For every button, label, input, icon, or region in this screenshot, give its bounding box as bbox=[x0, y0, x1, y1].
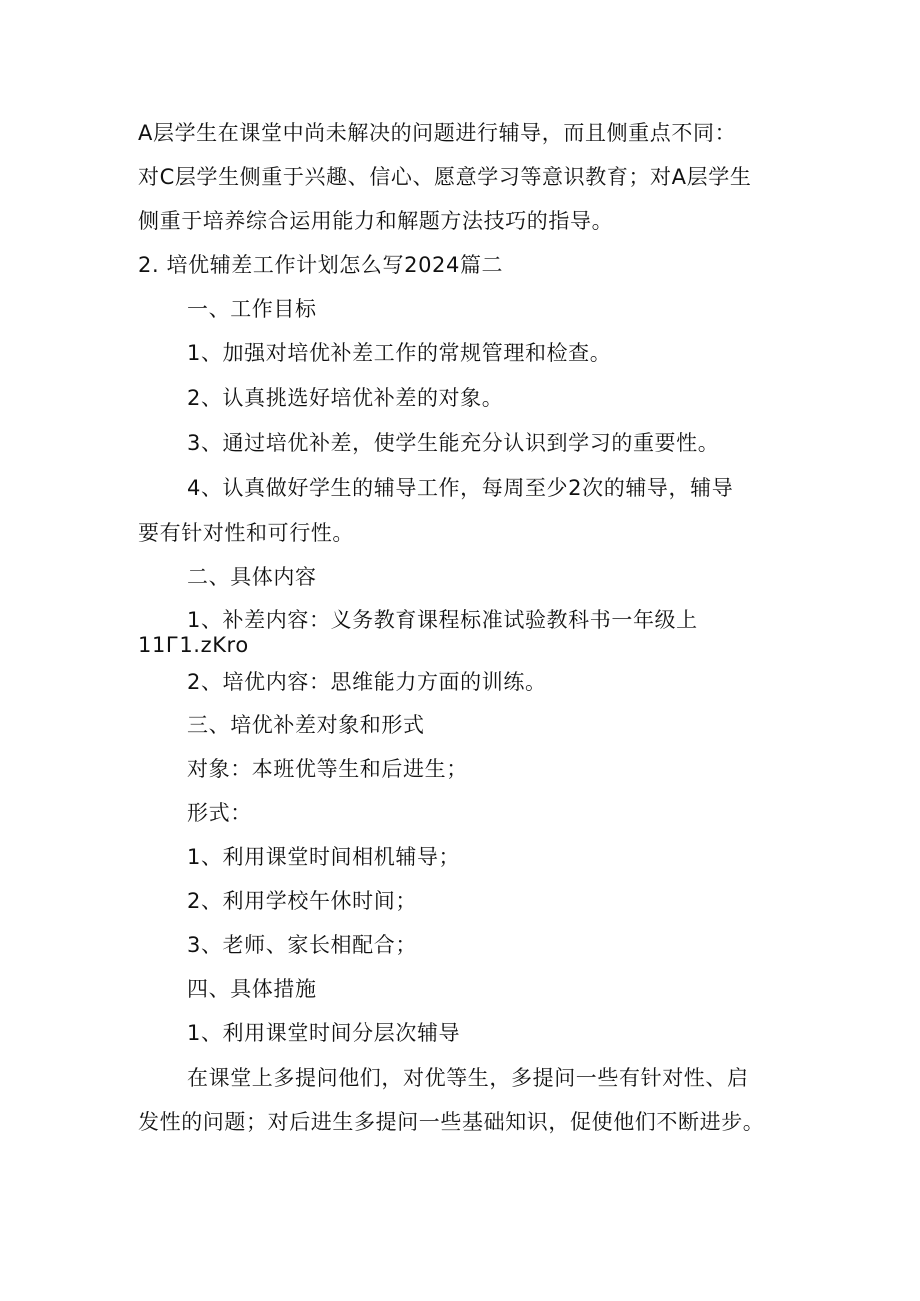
list-item: 2、认真挑选好培优补差的对象。 bbox=[187, 386, 504, 410]
list-item: 1、补差内容：义务教育课程标准试验教科书一年级上 bbox=[187, 608, 698, 632]
paragraph-line: 形式： bbox=[187, 801, 252, 825]
list-item: 4、认真做好学生的辅导工作，每周至少2次的辅导，辅导 bbox=[187, 476, 734, 500]
list-item: 3、老师、家长相配合； bbox=[187, 933, 417, 957]
list-item-continuation: 11Г1.zKro bbox=[138, 633, 249, 657]
paragraph-line: 对C层学生侧重于兴趣、信心、愿意学习等意识教育；对A层学生 bbox=[138, 165, 752, 189]
paragraph-line: A层学生在课堂中尚未解决的问题进行辅导，而且侧重点不同： bbox=[138, 121, 737, 145]
list-item: 2、培优内容：思维能力方面的训练。 bbox=[187, 670, 547, 694]
list-item: 1、利用课堂时间相机辅导； bbox=[187, 845, 461, 869]
paragraph-line: 对象：本班优等生和后进生； bbox=[187, 757, 468, 781]
heading-specific-content: 二、具体内容 bbox=[187, 565, 317, 589]
paragraph-line: 发性的问题；对后进生多提问一些基础知识，促使他们不断进步。 bbox=[138, 1110, 765, 1134]
heading-specific-measures: 四、具体措施 bbox=[187, 977, 317, 1001]
list-item: 1、加强对培优补差工作的常规管理和检查。 bbox=[187, 341, 612, 365]
paragraph-line: 侧重于培养综合运用能力和解题方法技巧的指导。 bbox=[138, 209, 614, 233]
paragraph-line: 在课堂上多提问他们，对优等生，多提问一些有针对性、启 bbox=[187, 1066, 749, 1090]
list-item: 1、利用课堂时间分层次辅导 bbox=[187, 1021, 461, 1045]
list-item: 3、通过培优补差，使学生能充分认识到学习的重要性。 bbox=[187, 431, 720, 455]
list-item-continuation: 要有针对性和可行性。 bbox=[138, 521, 354, 545]
list-item: 2、利用学校午休时间； bbox=[187, 889, 417, 913]
heading-targets-and-forms: 三、培优补差对象和形式 bbox=[187, 713, 425, 737]
heading-work-goals: 一、工作目标 bbox=[187, 297, 317, 321]
section-heading: 2. 培优辅差工作计划怎么写2024篇二 bbox=[138, 253, 504, 277]
